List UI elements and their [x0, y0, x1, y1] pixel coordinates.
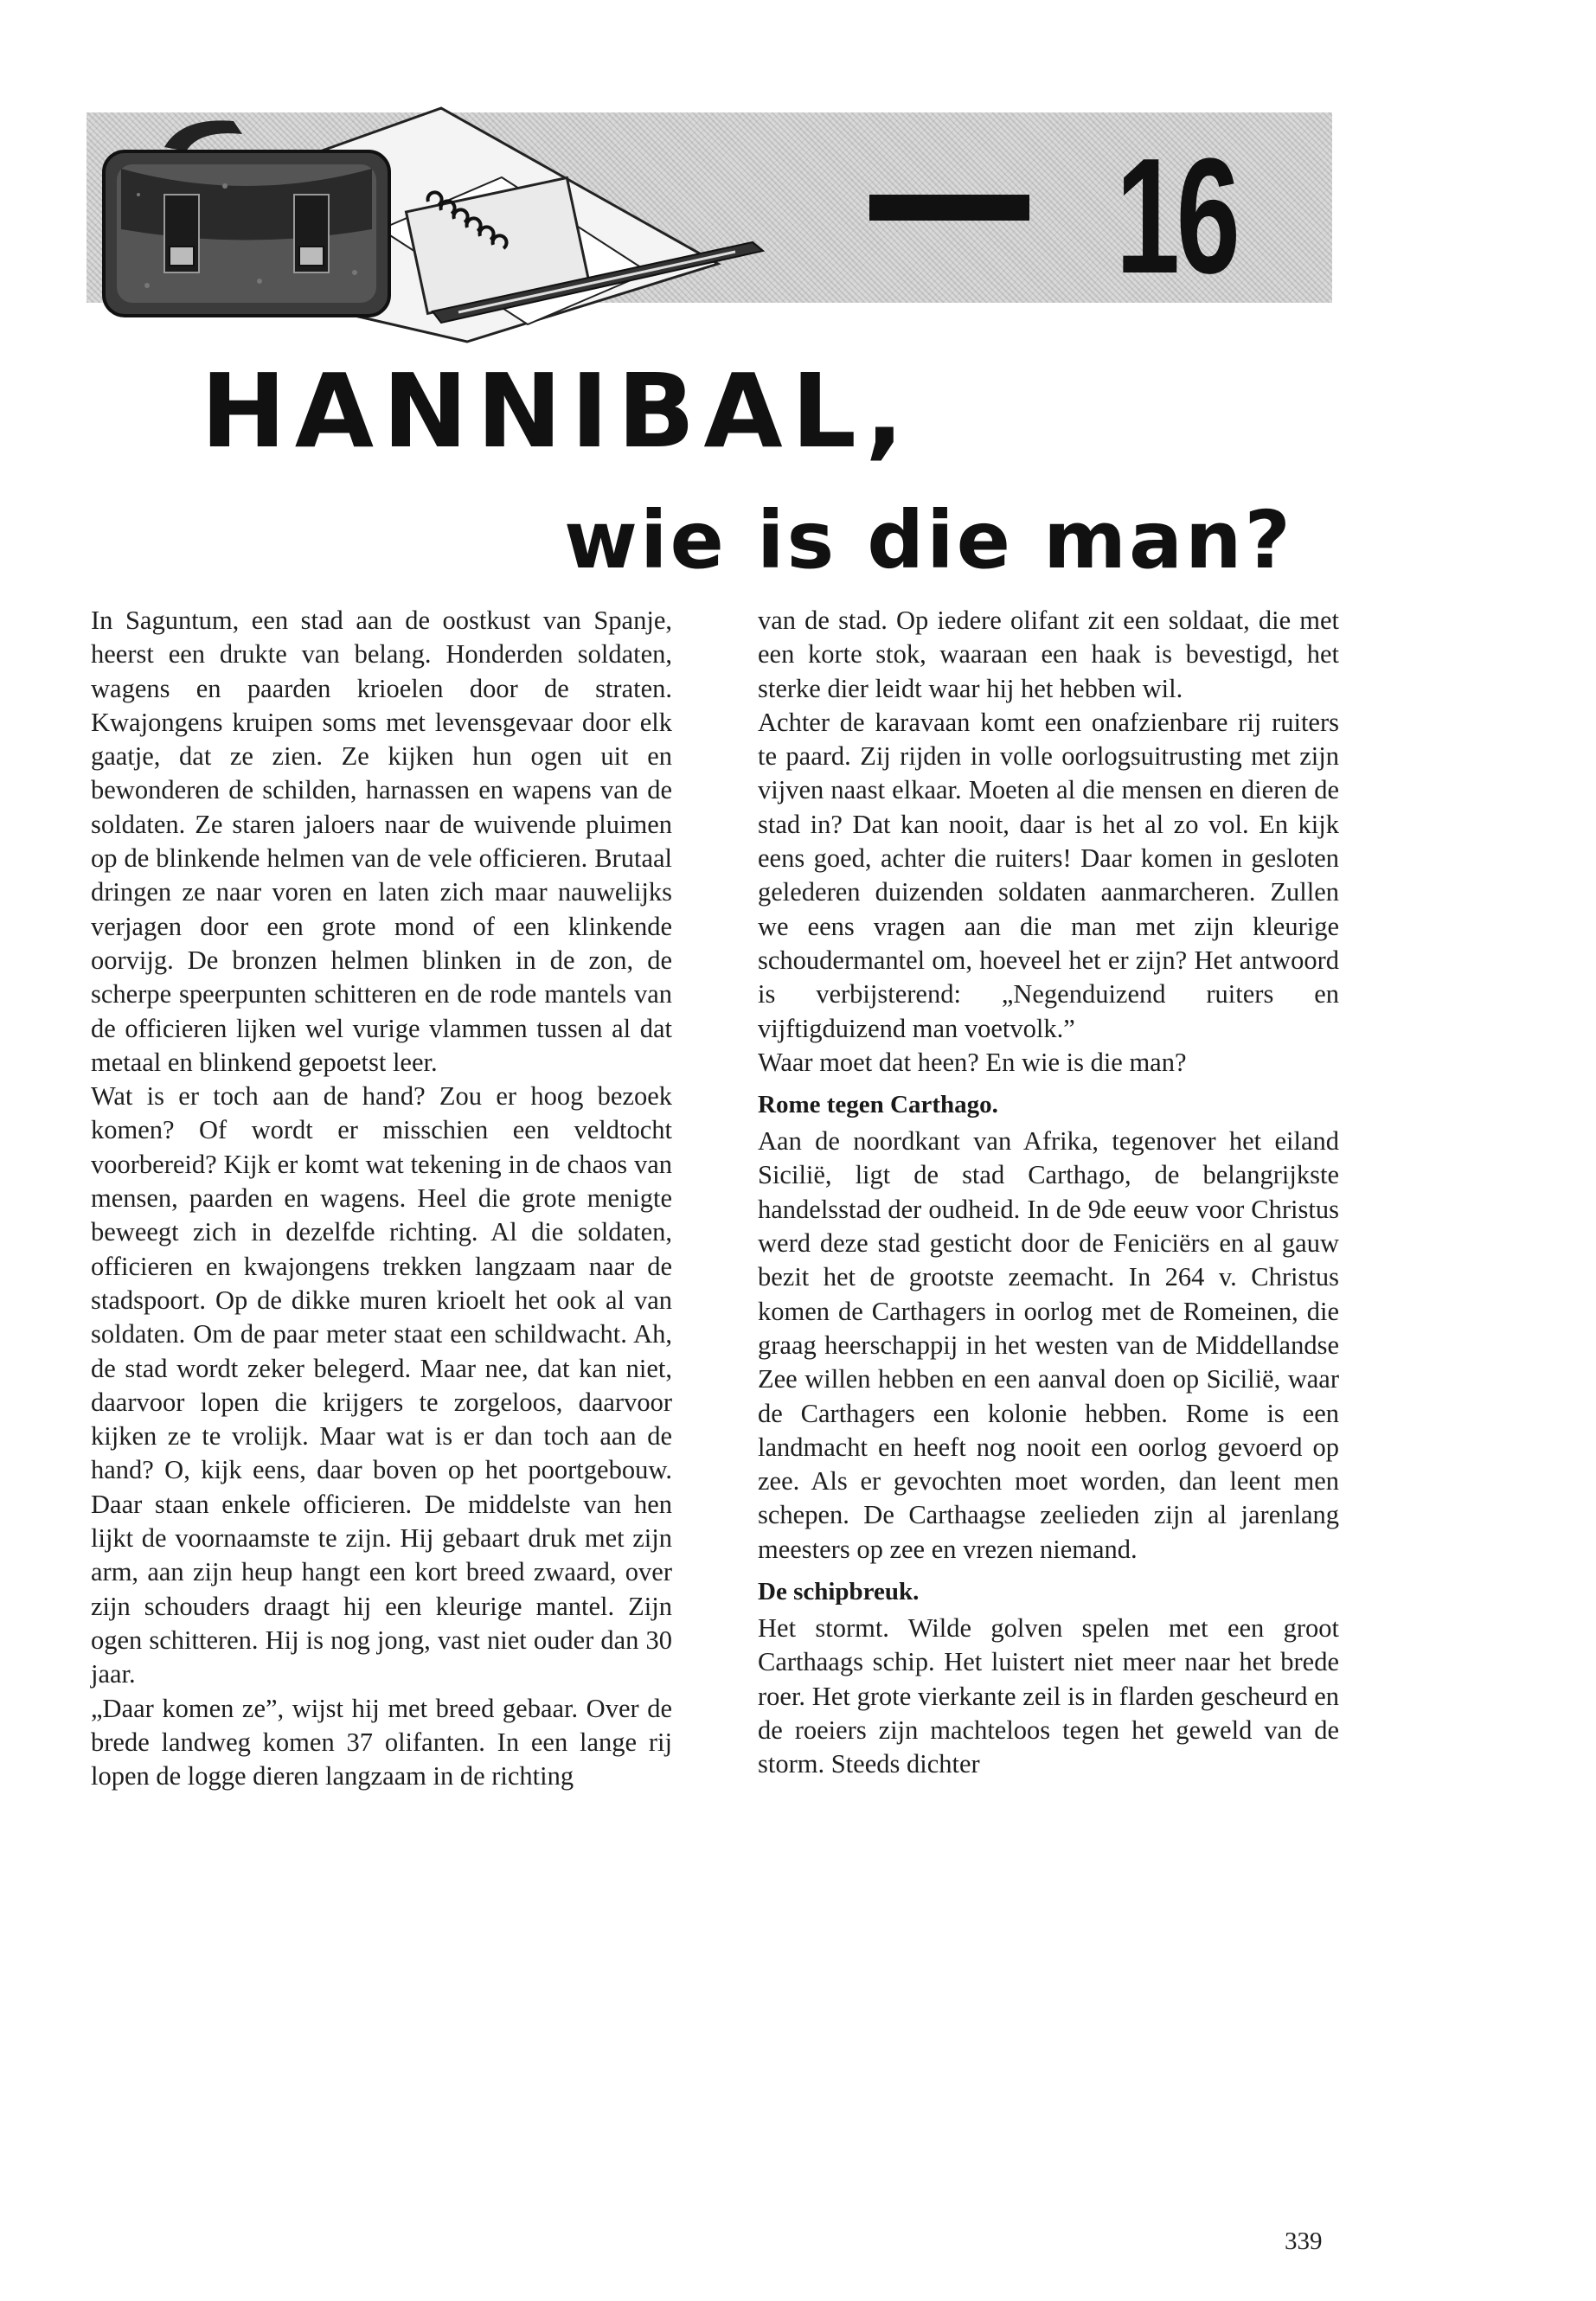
right-column: [758, 604, 1339, 1782]
paragraph: Aan de noordkant van Afrika, tegenover het eiland Sicilië, ligt de stad Carthago, de belangrijkste handelsstad der oudheid. In de 9de eeuw voor Christus werd deze stad gesticht door de Feniciërs en al gauw bezit het de grootste zeemacht. In 264 v. Christus komen de Carthagers in oorlog met de Romeinen, die graag heerschappij in het westen van de Middellandse Zee willen hebben en een aanval doen op Sicilië, waar de Carthagers een kolonie hebben. Rome is een landmacht en heeft nog nooit een oorlog gevoerd op zee. Als er gevochten moet worden, dan leent men schepen. De Carthaagse zeelieden zijn al jarenlang meesters op zee en vrezen niemand.: [758, 1126, 1339, 1564]
paragraph: „Daar komen ze”, wijst hij met breed gebaar. Over de brede landweg komen 37 olifanten. In een lange rij lopen de logge dieren langzaam in de richting: [91, 1693, 672, 1791]
paragraph: Het stormt. Wilde golven spelen met een groot Carthaags schip. Het luistert niet meer naar het brede roer. Het grote vierkante zeil is in flarden gescheurd en de roeiers zijn machteloos tegen het geweld van de storm. Steeds dichter: [758, 1613, 1339, 1779]
paragraph: van de stad. Op iedere olifant zit een soldaat, die met een korte stok, waaraan een haak is bevestigd, het sterke dier leidt waar hij het hebben wil.: [758, 606, 1339, 703]
article-subtitle: wie is die man?: [564, 494, 1293, 586]
left-column: [91, 604, 672, 1793]
section-heading-de-schipbreuk: De schipbreuk.: [758, 1578, 920, 1606]
header-dash: [869, 195, 1029, 221]
paragraph: Wat is er toch aan de hand? Zou er hoog bezoek komen? Of wordt er misschien een veldtocht voorbereid? Kijk er komt wat tekening in de chaos van mensen, paarden en wagens. Heel die grote menigte beweegt zich in dezelfde richting. Al die soldaten, officieren en kwajongens trekken langzaam naar de stadspoort. Op de dikke muren krioelt het ook al van soldaten. Om de paar meter staat een schildwacht. Ah, de stad wordt zeker belegerd. Maar nee, dat kan niet, daarvoor lopen die krijgers te zorgeloos, daarvoor kijken ze te vrolijk. Maar wat is er dan toch aan de hand? O, kijk eens, daar boven op het poortgebouw. Daar staan enkele officieren. De middelste van hen lijkt de voornaamste te zijn. Hij gebaart druk met zijn arm, aan zijn heup hangt een kort breed zwaard, over zijn schouders draagt hij een kleurige mantel. Zijn ogen schitteren. Hij is nog jong, vast niet ouder dan 30 jaar.: [91, 1081, 672, 1689]
paragraph: Achter de karavaan komt een onafzienbare rij ruiters te paard. Zij rijden in volle oorlogsuitrusting met zijn vijven naast elkaar. Moeten al die mensen en dieren de stad in? Dat kan nooit, daar is het al zo vol. En kijk eens goed, achter die ruiters! Daar komen in gesloten gelederen duizenden soldaten aanmarcheren. Zullen we eens vragen aan die man met zijn kleurige schoudermantel om, hoeveel het er zijn? Het antwoord is verbijsterend: „Negenduizend ruiters en vijftigduizend man voetvolk.”: [758, 707, 1339, 1043]
paragraph: In Saguntum, een stad aan de oostkust van Spanje, heerst een drukte van belang. Honderden soldaten, wagens en paarden krioelen door de straten. Kwajongens kruipen soms met levensgevaar door elk gaatje, dat ze zien. Ze kijken hun ogen uit en bewonderen de schilden, harnassen en wapens van de soldaten. Ze staren jaloers naar de wuivende pluimen op de blinkende helmen van de vele officieren. Brutaal dringen ze naar voren en laten zich maar nauwelijks verjagen door een grote mond of een klinkende oorvijg. De bronzen helmen blinken in de zon, de scherpe speerpunten schitteren en de rode mantels van de officieren lijken wel vurige vlammen tussen al dat metaal en blinkend gepoetst leer.: [91, 606, 672, 1077]
article-title: HANNIBAL,: [201, 351, 913, 471]
page-number: 339: [1285, 2227, 1323, 2255]
chapter-number: 16: [1116, 125, 1237, 308]
paragraph: Waar moet dat heen? En wie is die man?: [758, 1047, 1187, 1077]
satchel-and-notebook-illustration: [95, 99, 770, 350]
section-heading-rome-tegen-carthago: Rome tegen Carthago.: [758, 1091, 998, 1119]
